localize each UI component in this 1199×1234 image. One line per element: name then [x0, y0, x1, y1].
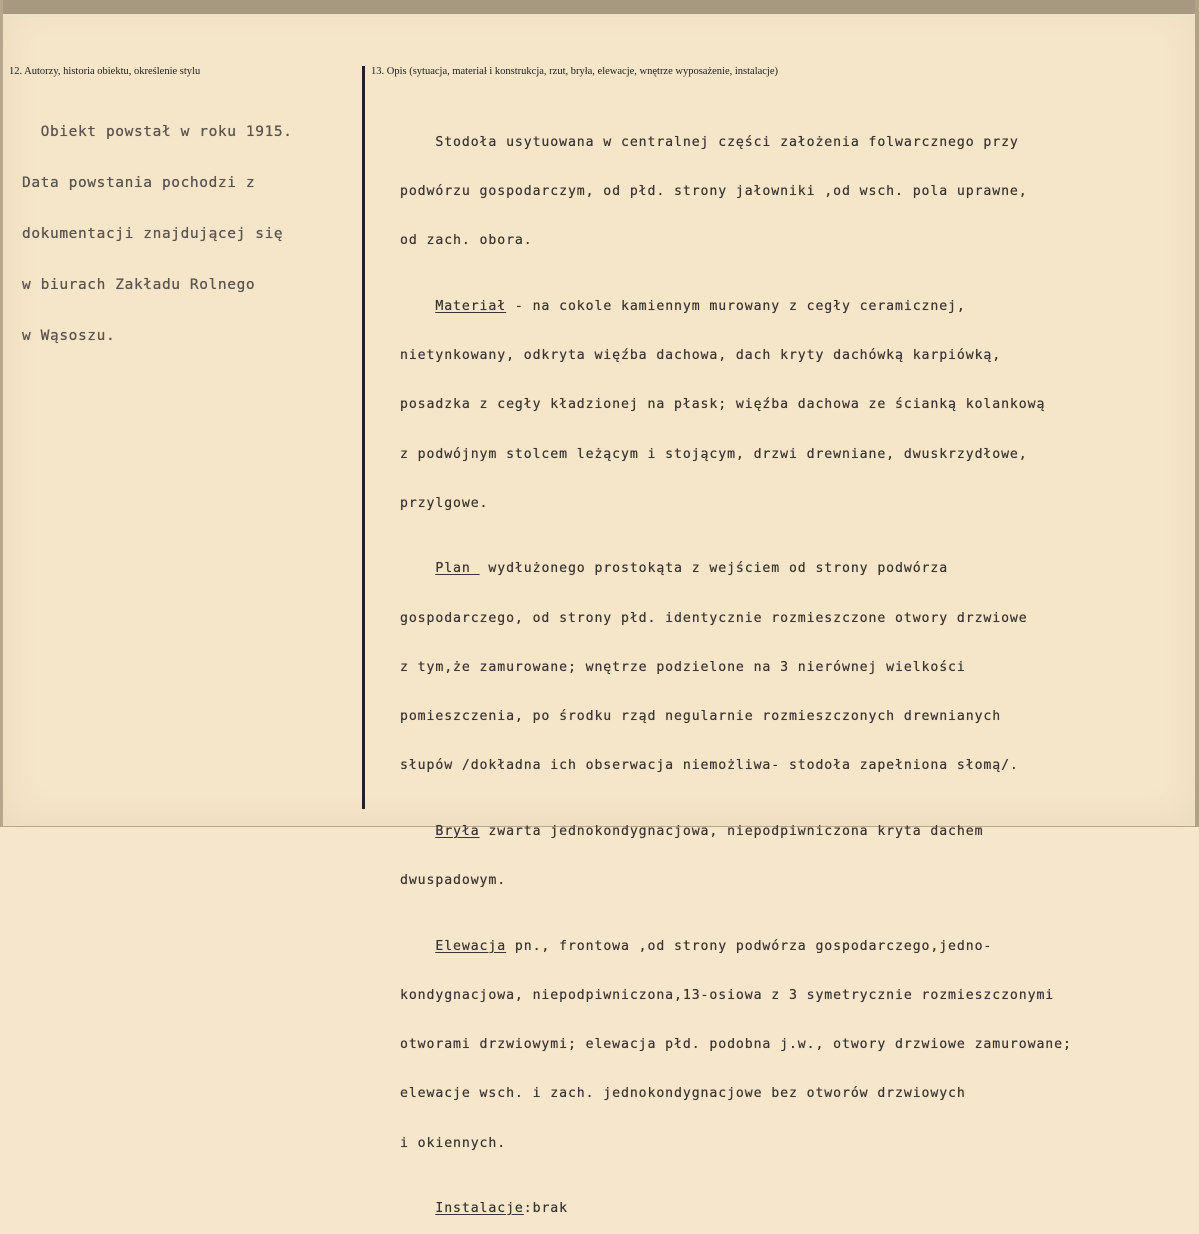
material-line: posadzka z cegły kładzionej na płask; więźba dachowa ze ścianką kolankową	[400, 397, 1046, 413]
bryla-first-line	[400, 824, 1072, 840]
plan-line: gospodarczego, od strony płd. identycznie rozmieszczone otwory drzwiowe	[400, 610, 1028, 626]
field-12-line: Data powstania pochodzi z	[22, 175, 256, 191]
column-divider	[362, 66, 365, 809]
field-12-line: w biurach Zakładu Rolnego	[22, 277, 256, 293]
intro-line: Stodoła usytuowana w centralnej części założenia folwarcznego przy	[400, 134, 1019, 150]
scan-border-top	[0, 0, 1199, 14]
material-line: przylgowe.	[400, 495, 489, 511]
intro-line: podwórzu gospodarczym, od płd. strony jałowniki ,od wsch. pola uprawne,	[400, 184, 1028, 200]
plan-line: pomieszczenia, po środku rząd negularnie rozmieszczonych drewnianych	[400, 709, 1002, 725]
intro-line: od zach. obora.	[400, 233, 533, 249]
elewacja-first-line	[400, 939, 1072, 955]
bryla-first-rest: zwarta jednokondygnacjowa, niepodpiwniczona kryta dachem	[479, 823, 984, 839]
elewacja-first-rest: pn., frontowa ,od strony podwórza gospodarczego,jedno-	[506, 938, 993, 954]
material-heading: Materiał	[435, 298, 507, 314]
plan-line: z tym,że zamurowane; wnętrze podzielone na 3 nierównej wielkości	[400, 659, 966, 675]
bryla-line: dwuspadowym.	[400, 873, 507, 889]
plan-first-rest: wydłużonego prostokąta z wejściem od strony podwórza	[479, 561, 949, 577]
field-12-line: w Wąsoszu.	[22, 328, 116, 344]
instalacje-line	[400, 1201, 1072, 1217]
plan-heading: Plan	[435, 561, 480, 577]
elewacja-line: elewacje wsch. i zach. jednokondygnacjowe bez otworów drzwiowych	[400, 1086, 966, 1102]
field-12-label: 12. Autorzy, historia obiektu, określenie stylu	[9, 66, 201, 77]
material-first-rest: - na cokole kamiennym murowany z cegły ceramicznej,	[506, 298, 966, 314]
elewacja-heading: Elewacja	[435, 938, 507, 954]
scan-border-right	[1195, 0, 1199, 827]
field-12-text	[22, 90, 293, 362]
field-12-line: dokumentacji znajdującej się	[22, 226, 284, 242]
elewacja-line: i okiennych.	[400, 1135, 507, 1151]
material-line: z podwójnym stolcem leżącym i stojącym, drzwi drewniane, dwuskrzydłowe,	[400, 446, 1028, 462]
field-12-line: Obiekt powstał w roku 1915.	[22, 124, 293, 140]
material-first-line	[400, 299, 1072, 315]
material-line: nietynkowany, odkryta więźba dachowa, dach kryty dachówką karpiówką,	[400, 348, 1002, 364]
instalacje-rest: :brak	[523, 1201, 568, 1217]
elewacja-line: kondygnacjowa, niepodpiwniczona,13-osiowa z 3 symetrycznie rozmieszczonymi	[400, 987, 1055, 1003]
plan-first-line	[400, 561, 1072, 577]
instalacje-heading: Instalacje	[435, 1201, 524, 1217]
plan-line: słupów /dokładna ich obserwacja niemożliwa- stodoła zapełniona słomą/.	[400, 758, 1019, 774]
field-13-text	[400, 102, 1072, 1234]
scan-border-left	[0, 0, 3, 827]
scan-border-top-inner	[0, 14, 1199, 17]
field-13-label: 13. Opis (sytuacja, materiał i konstrukcja, rzut, bryła, elewacje, wnętrze wyposażenie, instalacje)	[371, 66, 779, 77]
bryla-heading: Bryła	[435, 823, 480, 839]
elewacja-line: otworami drzwiowymi; elewacja płd. podobna j.w., otwory drzwiowe zamurowane;	[400, 1037, 1072, 1053]
